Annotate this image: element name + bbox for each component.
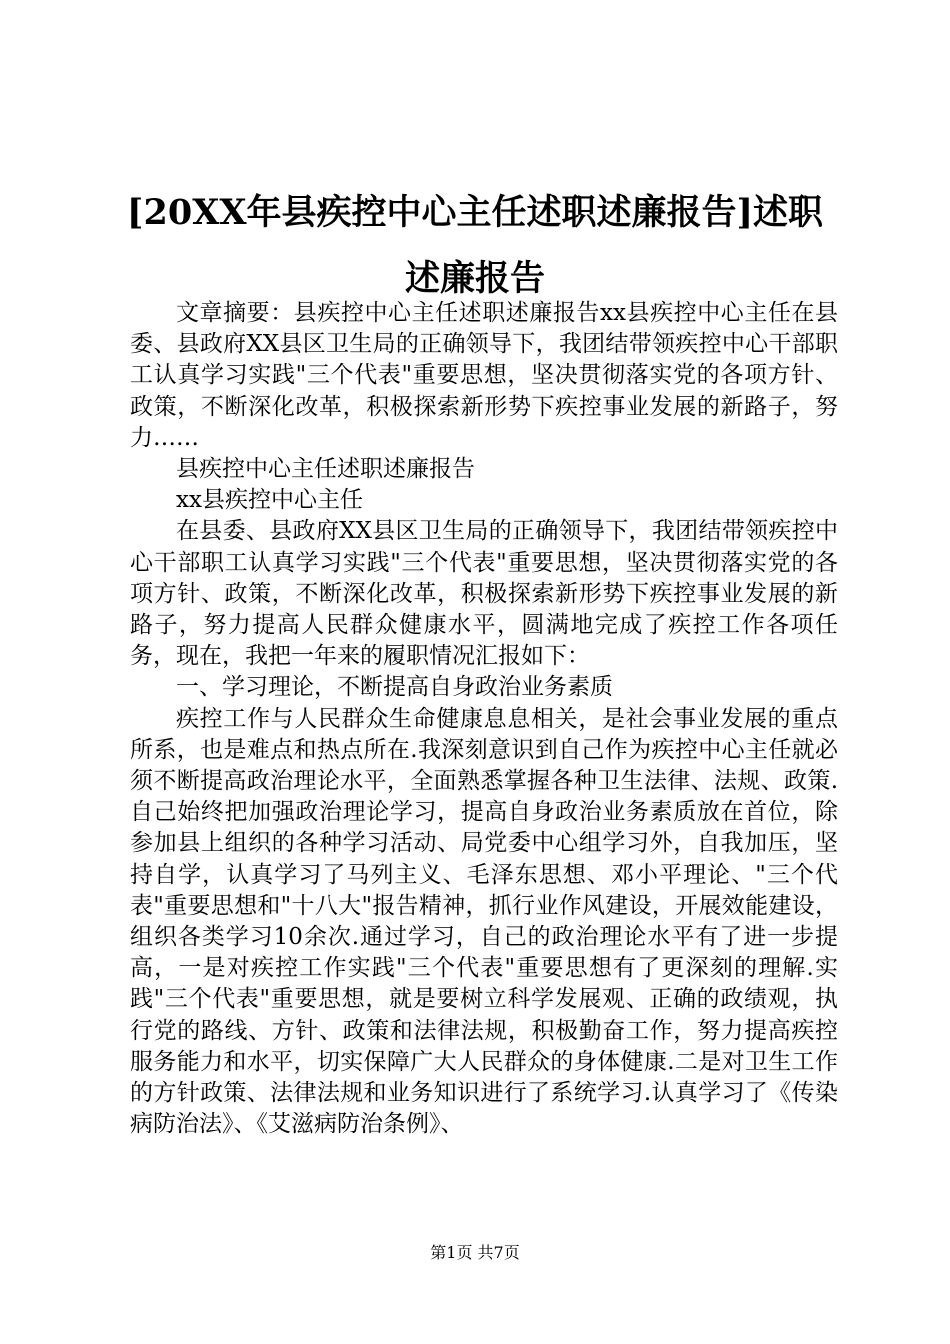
document-title: [20XX年县疾控中心主任述职述廉报告]述职述廉报告 <box>126 192 824 299</box>
section-1-paragraph: 疾控工作与人民群众生命健康息息相关，是社会事业发展的重点所系，也是难点和热点所在.我深刻意识到自己作为疾控中心主任就必须不断提高政治理论水平，全面熟悉掌握各种卫生法律、法规、政策.自己始终把加强政治理论学习，提高自身政治业务素质放在首位，除参加县上组织的各种学习活动、局党委中心组学习外，自我加压，坚持自学，认真学习了马列主义、毛泽东思想、邓小平理论、"三个代表"重要思想和"十八大"报告精神，抓行业作风建设，开展效能建设，组织各类学习10余次.通过学习，自己的政治理论水平有了进一步提高，一是对疾控工作实践"三个代表"重要思想有了更深刻的理解.实践"三个代表"重要思想，就是要树立科学发展观、正确的政绩观，执行党的路线、方针、政策和法律法规，积极勤奋工作，努力提高疾控服务能力和水平，切实保障广大人民群众的身体健康.二是对卫生工作的方针政策、法律法规和业务知识进行了系统学习.认真学习了《传染病防治法》、《艾滋病防治条例》、 <box>130 705 838 1138</box>
intro-paragraph: 在县委、县政府XX县区卫生局的正确领导下，我团结带领疾控中心干部职工认真学习实践"三个代表"重要思想，坚决贯彻落实党的各项方针、政策，不断深化改革，积极探索新形势下疾控事业发展的新路子，努力提高人民群众健康水平，圆满地完成了疾控工作各项任务，现在，我把一年来的履职情况汇报如下： <box>130 518 838 670</box>
report-heading: 县疾控中心主任述职述廉报告 <box>176 456 475 483</box>
report-author: xx县疾控中心主任 <box>176 487 363 514</box>
page-number-footer: 第1页 共7页 <box>430 1243 520 1262</box>
section-heading-1: 一、学习理论，不断提高自身政治业务素质 <box>176 674 613 701</box>
document-body <box>130 298 838 1140</box>
abstract-paragraph: 文章摘要：县疾控中心主任述职述廉报告xx县疾控中心主任在县委、县政府XX县区卫生局的正确领导下，我团结带领疾控中心干部职工认真学习实践"三个代表"重要思想，坚决贯彻落实党的各项方针、政策，不断深化改革，积极探索新形势下疾控事业发展的新路子，努力…… <box>130 300 838 451</box>
